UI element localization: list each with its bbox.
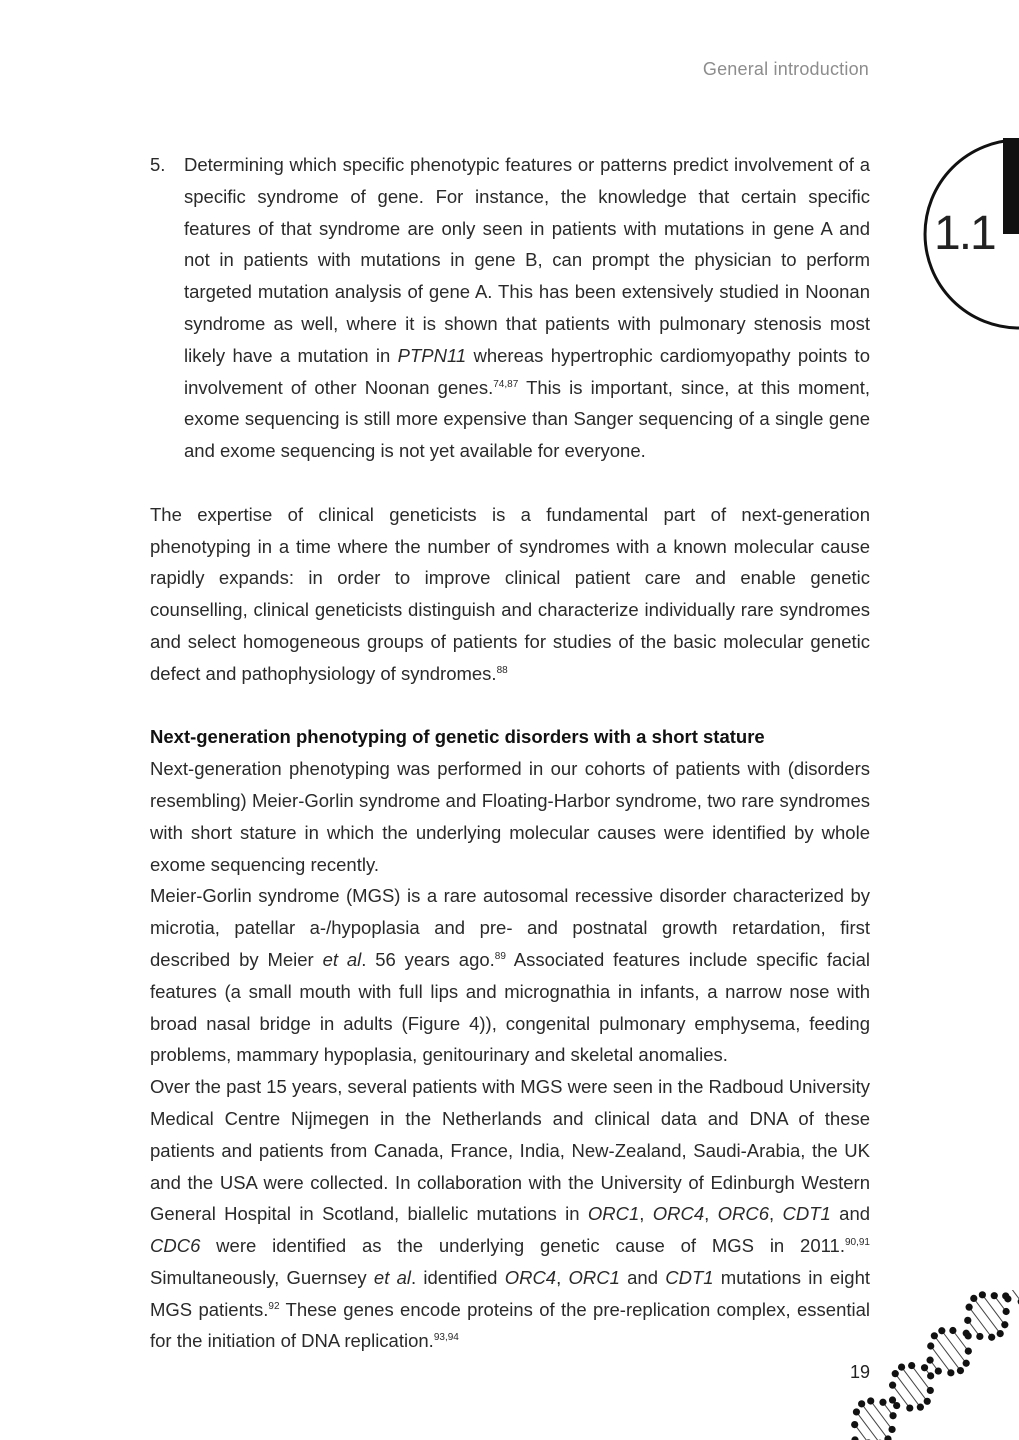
- dna-helix-icon: [840, 1290, 1019, 1440]
- section-heading: Next-generation phenotyping of genetic disorders with a short stature: [150, 726, 765, 748]
- citation: 89: [494, 950, 506, 962]
- gene-name: ORC4: [504, 1266, 557, 1288]
- gene-name: ORC4: [652, 1203, 705, 1225]
- gene-name: PTPN11: [397, 344, 467, 366]
- page-body: [150, 149, 870, 1357]
- page-number: 19: [850, 1362, 871, 1382]
- paragraph: The expertise of clinical geneticists is a fundamental part of next-generation phenotyping in a time where the number of syndromes with a known molecular cause rapidly expands: in order to improve clinical patient care and enable genetic counselling, clinical geneticists distinguish and characterize individually rare syndromes and select homogeneous groups of patients for studies of the basic molecular genetic defect and pathophysiology of syndromes.$^{88}$: [150, 503, 870, 684]
- list-item: [150, 149, 870, 467]
- paragraph: Meier-Gorlin syndrome (MGS) is a rare autosomal recessive disorder characterized by microtia, patellar a-/hypoplasia and pre- and postnatal growth retardation, first described by Meier et al. 56 years ago.$^{89}$ Associated features include specific facial features (a small mouth with full lips and micrognathia in infants, a narrow nose with broad nasal bridge in adults (Figure 4)), congenital pulmonary emphysema, feeding problems, mammary hypoplasia, genitourinary and skeletal anomalies.: [150, 885, 871, 1066]
- citation: 74,87: [493, 378, 519, 390]
- list-text: Determining which specific phenotypic features or patterns predict involvement of a specific syndrome of gene. For instance, the knowledge that certain specific features of that syndrome are only seen in patients with mutations in gene A and not in patients with mutations in gene B, can prompt the physician to perform targeted mutation analysis of gene A. This has been extensively studied in Noonan syndrome as well, where it is shown that patients with pulmonary stenosis most likely have a mutation in PTPN11 whereas hypertrophic cardiomyopathy points to involvement of other Noonan genes.$^{74,87}$ This is important, since, at this moment, exome sequencing is still more expensive than Sanger sequencing of a single gene and exome sequencing is not yet available for everyone.: [184, 154, 870, 462]
- paragraph: Next-generation phenotyping was performed in our cohorts of patients with (disorders resembling) Meier-Gorlin syndrome and Floating-Harbor syndrome, two rare syndromes with short stature in which the underlying molecular causes were identified by whole exome sequencing recently.: [150, 758, 870, 875]
- gene-name: CDT1: [782, 1203, 831, 1225]
- citation: 92: [268, 1300, 280, 1312]
- citation: 93,94: [433, 1332, 459, 1344]
- gene-name: ORC6: [717, 1203, 770, 1225]
- running-title: General introduction: [702, 59, 869, 79]
- citation: 88: [496, 664, 508, 676]
- list-number: 5.: [150, 154, 166, 175]
- gene-name: CDC6: [150, 1235, 201, 1257]
- chapter-number: 1.1: [934, 207, 995, 260]
- gene-name: ORC1: [568, 1266, 620, 1288]
- gene-name: ORC1: [587, 1203, 640, 1225]
- paragraph: Over the past 15 years, several patients with MGS were seen in the Radboud University Medical Centre Nijmegen in the Netherlands and clinical data and DNA of these patients and patients from Canada, France, India, New-Zealand, Saudi-Arabia, the UK and the USA were collected. In collaboration with the University of Edinburgh Western General Hospital in Scotland, biallelic mutations in ORC1, ORC4, ORC6, CDT1 and CDC6 were identified as the underlying genetic cause of MGS in 2011.$^{90,91}$ Simultaneously, Guernsey et al. identified ORC4, ORC1 and CDT1 mutations in eight MGS patients.$^{92}$ These genes encode proteins of the pre-replication complex, essential for the initiation of DNA replication.$^{93,94}$: [150, 1076, 871, 1352]
- citation: 90,91: [844, 1237, 870, 1249]
- gene-name: CDT1: [665, 1266, 714, 1288]
